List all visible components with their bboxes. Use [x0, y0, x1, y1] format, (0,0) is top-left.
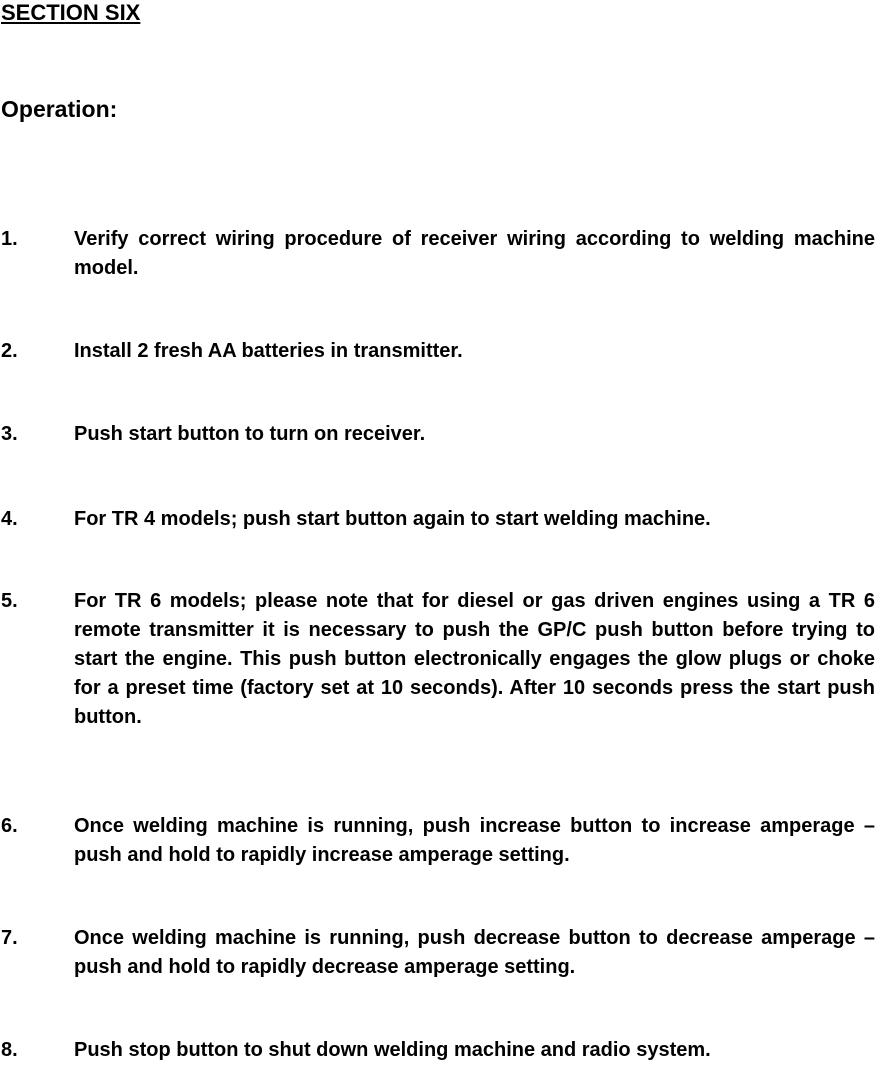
item-text: For TR 4 models; push start button again to start welding machine.: [74, 508, 711, 530]
section-title: SECTION SIX: [1, 0, 141, 25]
list-item: [1, 505, 875, 534]
operation-heading: Operation:: [1, 96, 118, 122]
item-text: Push stop button to shut down welding machine and radio system.: [74, 1039, 711, 1061]
item-number: 8.: [1, 1039, 18, 1061]
list-item: [1, 1036, 875, 1065]
item-number: 7.: [1, 927, 18, 949]
item-number: 6.: [1, 815, 18, 837]
item-number: 5.: [1, 590, 18, 612]
item-text: Push start button to turn on receiver.: [74, 423, 426, 445]
list-item: [1, 420, 875, 449]
item-text: For TR 6 models; please note that for diesel or gas driven engines using a TR 6 remote transmitter it is necessary to push the GP/C push button before trying to start the engine. This push button electronically engages the glow plugs or choke for a preset time (factory set at 10 seconds). After 10 seconds press the start push button.: [74, 590, 875, 728]
item-number: 3.: [1, 423, 18, 445]
item-number: 2.: [1, 340, 18, 362]
item-number: 1.: [1, 228, 18, 250]
item-text: Once welding machine is running, push decrease button to decrease amperage – push and hold to rapidly decrease amperage setting.: [74, 927, 875, 978]
list-item: [1, 812, 875, 870]
list-item: [1, 337, 875, 366]
item-number: 4.: [1, 508, 18, 530]
item-text: Verify correct wiring procedure of receiver wiring according to welding machine model.: [74, 228, 875, 279]
list-item: [1, 587, 875, 732]
list-item: [1, 225, 875, 283]
item-text: Install 2 fresh AA batteries in transmitter.: [74, 340, 463, 362]
list-item: [1, 924, 875, 982]
item-text: Once welding machine is running, push increase button to increase amperage – push and hold to rapidly increase amperage setting.: [74, 815, 875, 866]
